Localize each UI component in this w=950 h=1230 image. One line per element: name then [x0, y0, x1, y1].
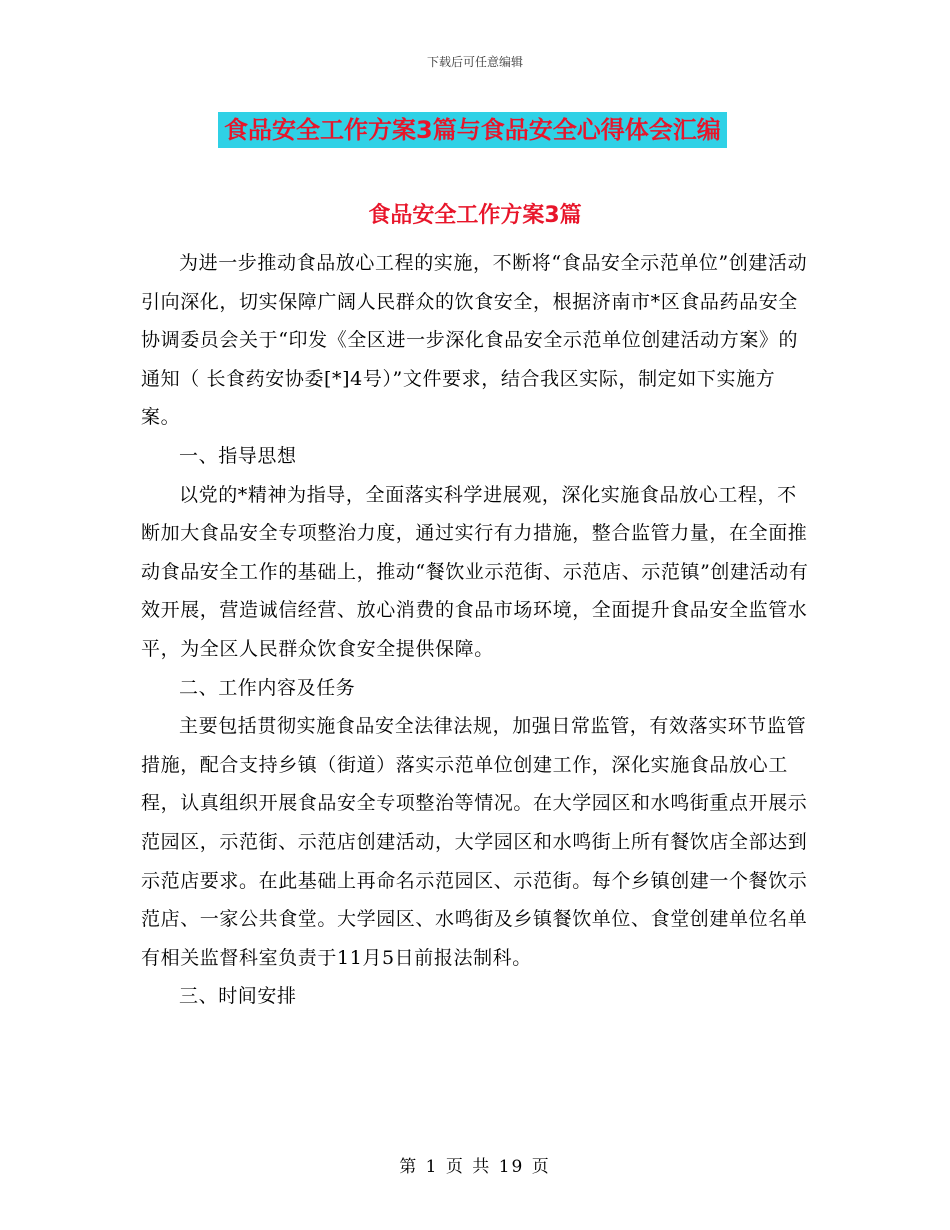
guiding-thought-paragraph: 以党的*精神为指导，全面落实科学进展观，深化实施食品放心工程，不断加大食品安全专项整治力度，通过实行有力措施，整合监管力量，在全面推动食品安全工作的基础上，推动“餐饮业示范街、示范店、示范镇”创建活动有效开展，营造诚信经营、放心消费的食品市场环境，全面提升食品安全监管水平，为全区人民群众饮食安全提供保障。 [141, 483, 809, 660]
heading-schedule: 三、时间安排 [179, 985, 297, 1008]
intro-paragraph: 为进一步推动食品放心工程的实施，不断将“食品安全示范单位”创建活动引向深化，切实保障广阔人民群众的饮食安全，根据济南市*区食品药品安全协调委员会关于“印发《全区进一步深化食品安全示范单位创建活动方案》的通知（ 长食药安协委[*]4号）”文件要求，结合我区实际，制定如下实施方案。 [141, 252, 808, 429]
section-title: 食品安全工作方案3篇 [368, 203, 582, 228]
document-body [141, 244, 809, 1016]
heading-work-content: 二、工作内容及任务 [179, 676, 356, 699]
heading-guiding-thought: 一、指导思想 [179, 444, 297, 467]
main-title: 食品安全工作方案3篇与食品安全心得体会汇编 [218, 112, 727, 148]
page-number: 第 1 页 共 19 页 [399, 1157, 551, 1177]
work-content-paragraph: 主要包括贯彻实施食品安全法律法规，加强日常监管，有效落实环节监管措施，配合支持乡镇（街道）落实示范单位创建工作，深化实施食品放心工程，认真组织开展食品安全专项整治等情况。在大学园区和水鸣街重点开展示范园区，示范街、示范店创建活动，大学园区和水鸣街上所有餐饮店全部达到示范店要求。在此基础上再命名示范园区、示范街。每个乡镇创建一个餐饮示范店、一家公共食堂。大学园区、水鸣街及乡镇餐饮单位、食堂创建单位名单有相关监督科室负责于11月5日前报法制科。 [141, 715, 808, 969]
header-note: 下载后可任意编辑 [426, 55, 523, 69]
